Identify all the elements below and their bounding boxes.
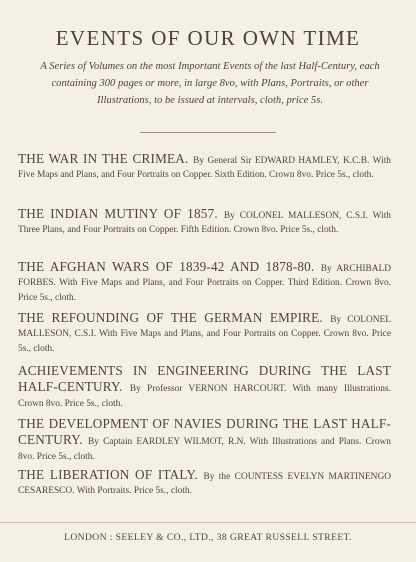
book-details: By Professor VERNON HARCOURT. With many Illustrations. Crown 8vo. Price 5s., cloth.: [18, 384, 391, 409]
book-entry-crimea: [18, 152, 391, 183]
book-entry-engineering: [18, 364, 391, 411]
book-title: THE AFGHAN WARS OF 1839-42 AND 1878-80.: [18, 259, 321, 274]
book-title: THE DEVELOPMENT OF NAVIES DURING THE LAST HALF-CENTURY.: [18, 416, 391, 448]
book-entry-navies: [18, 417, 391, 464]
book-details: By General Sir EDWARD HAMLEY, K.C.B. With Five Maps and Plans, and Four Portraits on Copper. Sixth Edition. Crown 8vo. Price 5s., cloth.: [18, 156, 391, 181]
book-title: THE LIBERATION OF ITALY.: [18, 467, 204, 482]
section-divider: [140, 132, 276, 133]
book-entry-italy: [18, 468, 391, 499]
book-entry-indian-mutiny: [18, 207, 391, 238]
publisher-imprint: LONDON : SEELEY & CO., LTD., 38 GREAT RUSSELL STREET.: [64, 532, 352, 543]
book-title: THE INDIAN MUTINY OF 1857.: [18, 206, 224, 221]
book-details: By ARCHIBALD FORBES. With Five Maps and Plans, and Four Portraits on Copper. Third Edition. Crown 8vo. Price 5s., cloth.: [18, 264, 391, 303]
book-details: By the COUNTESS EVELYN MARTINENGO CESARESCO. With Portraits. Price 5s., cloth.: [18, 472, 391, 497]
series-description: A Series of Volumes on the most Important Events of the last Half-Century, each containing 300 pages or more, in large 8vo, with Plans, Portraits, or other Illustrations, to be issued at intervals, cloth, price 5s.: [40, 61, 380, 106]
book-entry-afghan-wars: [18, 260, 391, 305]
book-details: By COLONEL MALLESON, C.S.I. With Five Maps and Plans, and Four Portraits on Copper. Crown 8vo. Price 5s., cloth.: [18, 315, 391, 354]
book-details: By Captain EARDLEY WILMOT, R.N. With Illustrations and Plans. Crown 8vo. Price 5s., cloth.: [18, 437, 391, 462]
page-title: EVENTS OF OUR OWN TIME: [55, 26, 361, 50]
book-title: THE REFOUNDING OF THE GERMAN EMPIRE.: [18, 310, 331, 325]
book-entry-german-empire: [18, 311, 391, 356]
footer-divider: [0, 522, 416, 523]
book-title: ACHIEVEMENTS IN ENGINEERING DURING THE LAST HALF-CENTURY.: [18, 363, 391, 395]
book-title: THE WAR IN THE CRIMEA.: [18, 151, 194, 166]
book-details: By COLONEL MALLESON, C.S.I. With Three Plans, and Four Portraits on Copper. Fifth Edition. Crown 8vo. Price 5s., cloth.: [18, 211, 391, 236]
